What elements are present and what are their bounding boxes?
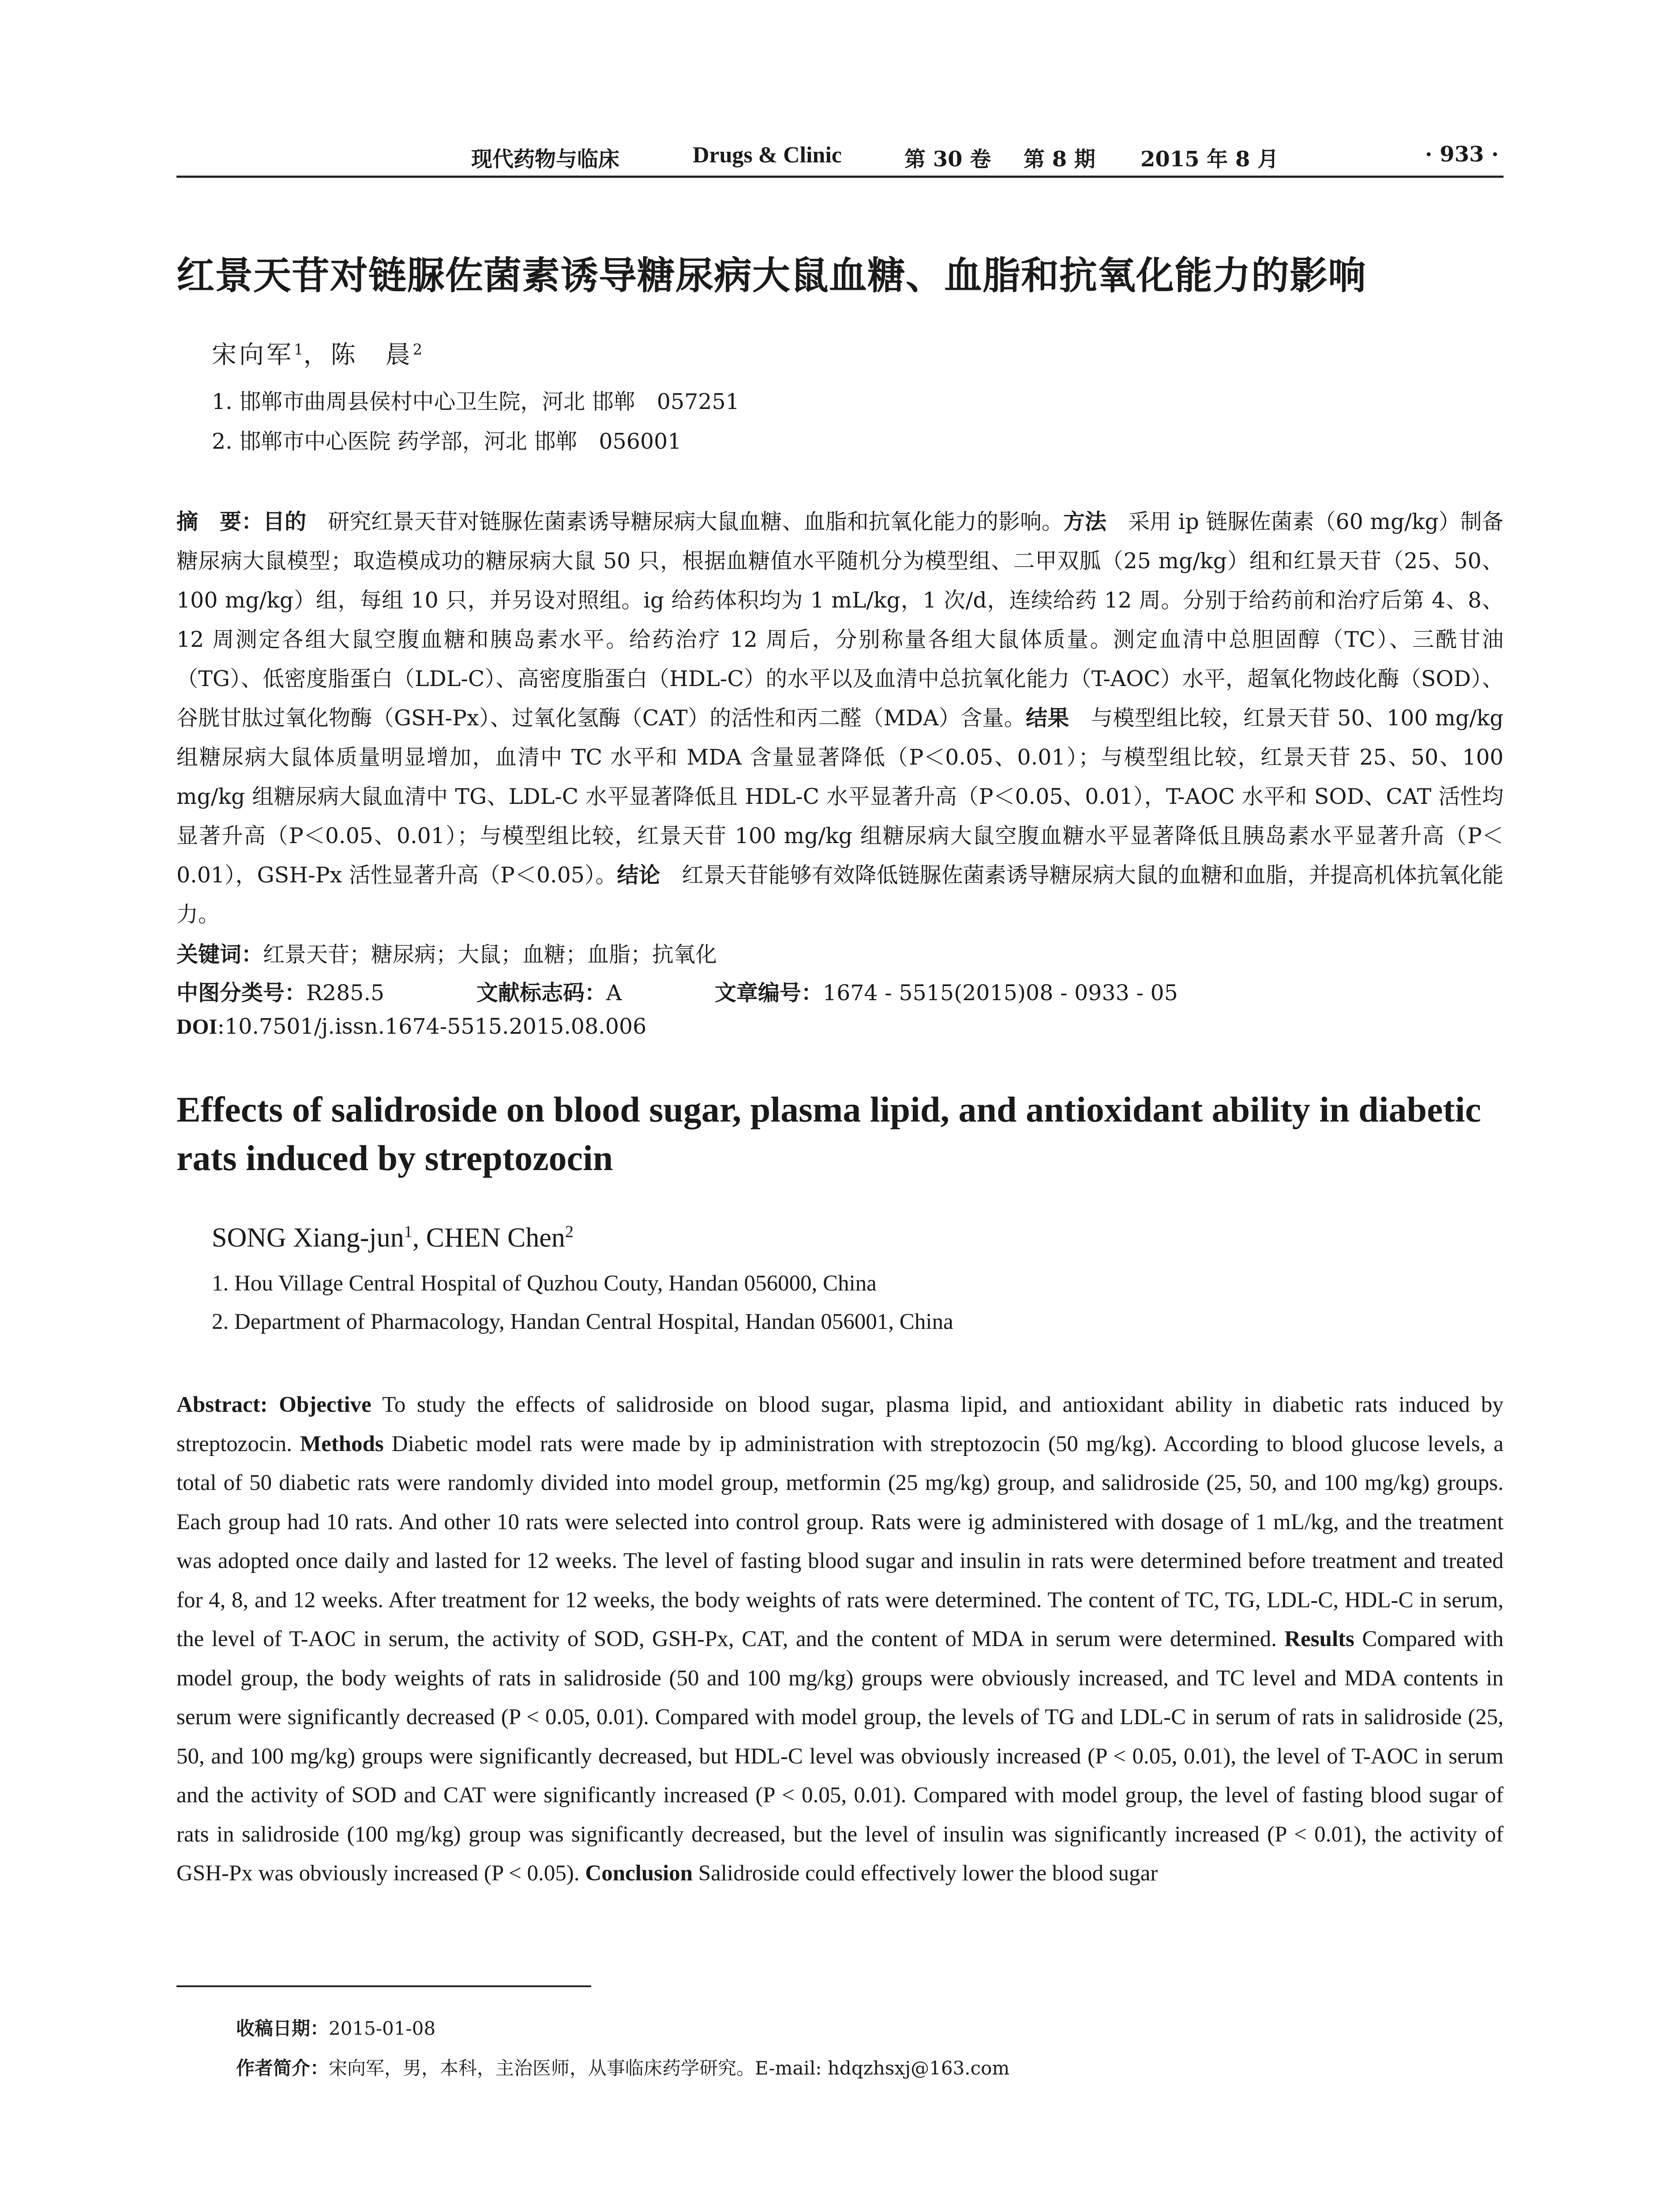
author-en-2-affil: 2 xyxy=(565,1223,574,1241)
methods-en-label: Methods xyxy=(300,1431,384,1456)
keywords-value: 红景天苷；糖尿病；大鼠；血糖；血脂；抗氧化 xyxy=(263,942,717,967)
classification-line xyxy=(176,976,384,1007)
methods-en-text: Diabetic model rats were made by ip administration with streptozocin (50 mg/kg). According to blood glucose levels, a total of 50 diabetic rats were randomly divided into model group, metformin (25 mg/kg) group, and salidroside (25, 50, and 100 mg/kg) groups. Each group had 10 rats. And other 10 rats were selected into control group. Rats were ig administered with dosage of 1 mL/kg, and the treatment was adopted once daily and lasted for 12 weeks. The level of fasting blood sugar and insulin in rats were determined before treatment and treated for 4, 8, and 12 weeks. After treatment for 12 weeks, the body weights of rats were determined. The content of TC, TG, LDL-C, HDL-C in serum, the level of T-AOC in serum, the activity of SOD, GSH-Px, CAT, and the content of MDA in serum were determined. xyxy=(176,1431,1504,1651)
authors-en xyxy=(212,1222,574,1254)
journal-name-cn: 现代药物与临床 xyxy=(471,147,620,172)
doi-label: DOI xyxy=(176,1014,218,1039)
doc-code-line xyxy=(476,976,622,1007)
affiliation-cn-1: 1. 邯郸市曲周县侯村中心卫生院，河北 邯郸 057251 xyxy=(212,389,739,414)
author-en-1-affil: 1 xyxy=(404,1223,412,1241)
author-1-name: 宋向军 xyxy=(212,341,294,369)
methods-label: 方法 xyxy=(1063,509,1107,534)
conclusion-en-text: Salidroside could effectively lower the blood sugar xyxy=(693,1861,1158,1886)
conclusion-text: 红景天苷能够有效降低链脲佐菌素诱导糖尿病大鼠的血糖和血脂，并提高机体抗氧化能力。 xyxy=(176,863,1504,927)
author-bio-label: 作者简介： xyxy=(236,2057,329,2079)
objective-text: 研究红景天苷对链脲佐菌素诱导糖尿病大鼠血糖、血脂和抗氧化能力的影响。 xyxy=(306,509,1064,534)
abstract-cn xyxy=(176,502,1504,934)
footnote-rule xyxy=(176,1985,591,1987)
author-en-1-name: SONG Xiang-jun xyxy=(212,1223,404,1253)
results-label: 结果 xyxy=(1026,705,1069,731)
header-rule xyxy=(176,176,1504,178)
title-en: Effects of salidroside on blood sugar, plasma lipid, and antioxidant ability in diabetic rats induced by streptozocin xyxy=(176,1089,1481,1178)
affiliation-en-1: 1. Hou Village Central Hospital of Quzhou Couty, Handan 056000, China xyxy=(212,1271,877,1296)
doi-line xyxy=(176,1014,646,1039)
author-2-affil: 2 xyxy=(412,341,423,359)
conclusion-label: 结论 xyxy=(617,863,660,888)
abstract-en xyxy=(176,1385,1504,1893)
methods-text: 采用 ip 链脲佐菌素（60 mg/kg）制备糖尿病大鼠模型；取造模成功的糖尿病大鼠 50 只，根据血糖值水平随机分为模型组、二甲双胍（25 mg/kg）组和红景天苷（25、50、100 mg/kg）组，每组 10 只，并另设对照组。ig 给药体积均为 1 mL/kg，1 次/d，连续给药 12 周。分别于给药前和治疗后第 4、8、12 周测定各组大鼠空腹血糖和胰岛素水平。给药治疗 12 周后，分别称量各组大鼠体质量。测定血清中总胆固醇（TC）、三酰甘油（TG）、低密度脂蛋白（LDL-C）、高密度脂蛋白（HDL-C）的水平以及血清中总抗氧化能力（T-AOC）水平，超氧化物歧化酶（SOD）、谷胱甘肽过氧化物酶（GSH-Px）、过氧化氢酶（CAT）的活性和丙二醛（MDA）含量。 xyxy=(176,509,1504,731)
author-en-2-name: CHEN Chen xyxy=(426,1223,565,1253)
affiliation-en-2: 2. Department of Pharmacology, Handan Central Hospital, Handan 056001, China xyxy=(212,1309,953,1334)
author-bio-value: 宋向军，男，本科，主治医师，从事临床药学研究。E-mail: hdqzhsxj@163.com xyxy=(329,2057,1010,2079)
author-bio xyxy=(236,2054,1009,2080)
objective-en-text: To study the effects of salidroside on blood sugar, plasma lipid, and antioxidant ability in diabetic rats induced by streptozocin. xyxy=(176,1392,1504,1456)
abstract-en-label: Abstract: Objective xyxy=(176,1392,371,1417)
results-en-label: Results xyxy=(1284,1627,1354,1651)
issue: 第 8 期 xyxy=(1024,147,1095,172)
keywords-label: 关键词： xyxy=(176,942,263,967)
volume: 第 30 卷 xyxy=(904,147,991,172)
article-number-value: 1674 - 5515(2015)08 - 0933 - 05 xyxy=(823,980,1178,1005)
author-en-sep: , xyxy=(412,1223,426,1253)
publication-date: 2015 年 8 月 xyxy=(1140,147,1279,172)
received-date xyxy=(236,2014,435,2041)
clc-label: 中图分类号： xyxy=(176,980,307,1005)
journal-name-en: Drugs & Clinic xyxy=(693,143,842,168)
authors-cn xyxy=(212,335,422,371)
results-en-text: Compared with model group, the body weights of rats in salidroside (50 and 100 mg/kg) groups were obviously increased, and TC level and MDA contents in serum were significantly decreased (P < 0.05, 0.01). Compared with model group, the levels of TG and LDL-C in serum of rats in salidroside (25, 50, and 100 mg/kg) groups were significantly decreased, but HDL-C level was obviously increased (P < 0.05, 0.01), the level of T-AOC in serum and the activity of SOD and CAT were significantly increased (P < 0.05, 0.01). Compared with model group, the level of fasting blood sugar of rats in salidroside (100 mg/kg) group was significantly decreased, but the level of insulin was significantly increased (P < 0.01), the activity of GSH-Px was obviously increased (P < 0.05). xyxy=(176,1627,1504,1886)
doi-value: :10.7501/j.issn.1674-5515.2015.08.006 xyxy=(217,1014,647,1039)
received-label: 收稿日期： xyxy=(236,2018,329,2039)
page-number: · 933 · xyxy=(1425,142,1499,167)
clc-value: R285.5 xyxy=(306,980,385,1005)
conclusion-en-label: Conclusion xyxy=(585,1861,693,1886)
doc-code-label: 文献标志码： xyxy=(476,980,607,1005)
keywords-cn xyxy=(176,938,717,968)
results-text: 与模型组比较，红景天苷 50、100 mg/kg 组糖尿病大鼠体质量明显增加，血清中 TC 水平和 MDA 含量显著降低（P＜0.05、0.01）；与模型组比较，红景天苷 25、50、100 mg/kg 组糖尿病大鼠血清中 TG、LDL-C 水平显著降低且 HDL-C 水平显著升高（P＜0.05、0.01），T-AOC 水平和 SOD、CAT 活性均显著升高（P＜0.05、0.01）；与模型组比较，红景天苷 100 mg/kg 组糖尿病大鼠空腹血糖水平显著降低且胰岛素水平显著升高（P＜0.01），GSH-Px 活性显著升高（P＜0.05）。 xyxy=(176,705,1504,888)
running-header xyxy=(176,142,1504,173)
article-number-line xyxy=(715,976,1178,1007)
title-cn: 红景天苷对链脲佐菌素诱导糖尿病大鼠血糖、血脂和抗氧化能力的影响 xyxy=(176,254,1366,298)
doc-code-value: A xyxy=(606,980,622,1005)
article-number-label: 文章编号： xyxy=(715,980,823,1005)
objective-label: 目的 xyxy=(263,509,307,534)
author-2-name: 陈 晨 xyxy=(330,341,413,369)
author-sep: ， xyxy=(303,341,331,369)
abstract-label: 摘 要： xyxy=(176,509,263,534)
received-value: 2015-01-08 xyxy=(329,2018,436,2039)
affiliation-cn-2: 2. 邯郸市中心医院 药学部，河北 邯郸 056001 xyxy=(212,429,682,454)
author-1-affil: 1 xyxy=(294,341,304,359)
